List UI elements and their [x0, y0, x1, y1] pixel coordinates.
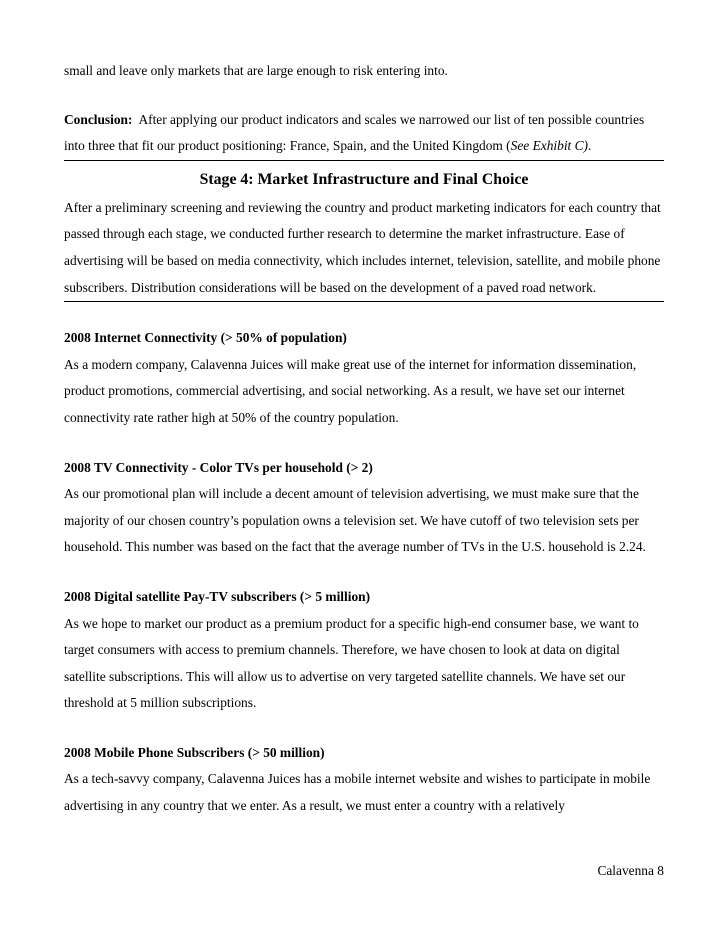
- section-body: As a tech-savvy company, Calavenna Juices has a mobile internet website and wishes to participate in mobile advertising in any country that we enter. As a result, we must enter a country with a relatively: [64, 771, 651, 814]
- conclusion-paragraph: [64, 107, 664, 161]
- section-tv: [64, 455, 664, 561]
- exhibit-reference: See Exhibit C): [510, 138, 588, 154]
- spacer: [64, 302, 664, 325]
- section-body: As a modern company, Calavenna Juices will make great use of the internet for information dissemination, product promotions, commercial advertising, and social networking. As a result, we have set our internet connectivity rate rather high at 50% of the country population.: [64, 356, 637, 425]
- spacer: [64, 561, 664, 584]
- section-title: 2008 Internet Connectivity (> 50% of population): [64, 330, 347, 346]
- spacer: [64, 432, 664, 455]
- section-title: 2008 Mobile Phone Subscribers (> 50 million): [64, 744, 325, 760]
- section-title: 2008 Digital satellite Pay-TV subscribers (> 5 million): [64, 588, 371, 604]
- spacer: [64, 717, 664, 740]
- page-footer: Calavenna 8: [597, 863, 664, 878]
- spacer: [64, 85, 664, 107]
- conclusion-text: After applying our product indicators and scales we narrowed our list of ten possible countries into three that fit our product positioning: France, Spain, and the United Kingdom (: [64, 111, 645, 154]
- section-body: As our promotional plan will include a decent amount of television advertising, we must make sure that the majority of our chosen country’s population owns a television set. We have cutoff of two television sets per household. This number was based on the fact that the average number of TVs in the U.S. household is 2.24.: [64, 486, 646, 555]
- stage-4-paragraph: After a preliminary screening and reviewing the country and product marketing indicators for each country that passed through each stage, we conducted further research to determine the market infrastructure. Ease of advertising will be based on media connectivity, which includes internet, television, satellite, and mobile phone subscribers. Distribution considerations will be based on the development of a paved road network.: [64, 195, 664, 302]
- section-mobile: [64, 740, 664, 820]
- conclusion-label: Conclusion:: [64, 111, 133, 127]
- section-internet: [64, 325, 664, 431]
- section-title: 2008 TV Connectivity - Color TVs per household (> 2): [64, 459, 373, 475]
- document-page: [64, 58, 664, 820]
- stage-4-heading: Stage 4: Market Infrastructure and Final Choice: [199, 170, 529, 188]
- section-satellite: [64, 584, 664, 717]
- conclusion-end: .: [588, 138, 592, 154]
- intro-tail-paragraph: small and leave only markets that are large enough to risk entering into.: [64, 63, 448, 78]
- section-body: As we hope to market our product as a premium product for a specific high-end consumer base, we want to target consumers with access to premium channels. Therefore, we have chosen to look at data on digital satellite subscriptions. This will allow us to advertise on very targeted satellite channels. We have set our threshold at 5 million subscriptions.: [64, 615, 639, 711]
